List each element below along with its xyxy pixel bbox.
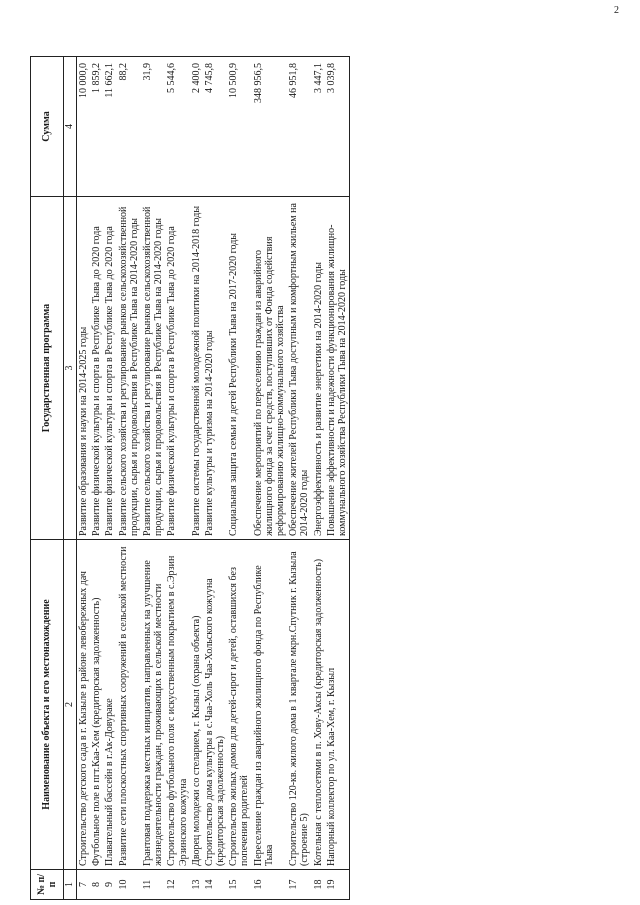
row-object: Строительство детского сада в г. Кызыле в районе левобережных дач [77,540,91,870]
header-program: Государственная программа [31,197,64,540]
row-program: Обеспечение мероприятий по переселению граждан из аварийного жилищного фонда за счет средств, поступивших от Фонда содействия реформированию жилищно-коммунального хозяйства [252,197,288,540]
table-row [325,57,350,900]
row-object: Строительство жилых домов для детей-сирот и детей, оставшихся без попечения родителей [227,540,251,870]
row-amount: 46 951,8 [287,57,311,197]
table-row [117,57,141,900]
row-program: Обеспечение жителей Республики Тыва доступным и комфортным жильем на 2014-2020 годы [287,197,311,540]
row-object: Футбольное поле в пгт.Каа-Хем (кредиторская задолженность) [90,540,103,870]
table-row [90,57,103,900]
column-number: 3 [64,197,77,540]
row-amount: 348 956,5 [252,57,288,197]
row-number: 14 [203,870,227,900]
row-number: 12 [165,870,189,900]
row-object: Напорный коллектор по ул. Каа-Хем, г. Кызыл [325,540,350,870]
row-amount: 10 500,9 [227,57,251,197]
table-row [165,57,189,900]
table-row [77,57,91,900]
row-program: Развитие сельского хозяйства и регулирование рынков сельскохозяйственной продукции, сырья и продовольствия в Республике Тыва на 2014-2020 годы [141,197,165,540]
row-object: Развитие сети плоскостных спортивных сооружений в сельской местности [117,540,141,870]
header-object: Наименование объекта и его местонахождение [31,540,64,870]
row-number: 13 [190,870,203,900]
row-amount: 5 544,6 [165,57,189,197]
table-row [312,57,325,900]
row-number: 19 [325,870,350,900]
page-number: 2 [614,5,619,16]
table-row [103,57,116,900]
row-amount: 31,9 [141,57,165,197]
table-row [141,57,165,900]
row-object: Дворец молодежи со стеларием, г. Кызыл (охрана объекта) [190,540,203,870]
row-amount: 2 400,0 [190,57,203,197]
table-row [190,57,203,900]
row-program: Энергоэффективность и развитие энергетики на 2014-2020 годы [312,197,325,540]
row-program: Развитие физической культуры и спорта в Республике Тыва до 2020 года [90,197,103,540]
row-program: Развитие физической культуры и спорта в Республике Тыва до 2020 года [103,197,116,540]
table-row [203,57,227,900]
row-object: Грантовая поддержка местных инициатив, направленных на улучшение жизнедеятельности граждан, проживающих в сельской местности [141,540,165,870]
row-object: Котельная с теплосетями в п. Хову-Аксы (кредиторская задолженность) [312,540,325,870]
programs-table [30,56,350,900]
row-program: Развитие сельского хозяйства и регулирование рынков сельскохозяйственной продукции, сырья и продовольствия в Республике Тыва на 2014-2020 годы [117,197,141,540]
row-object: Переселение граждан из аварийного жилищного фонда по Республике Тыва [252,540,288,870]
row-number: 8 [90,870,103,900]
row-program: Развитие образования и науки на 2014-2025 годы [77,197,91,540]
row-program: Повышение эффективности и надежности функционирования жилищно-коммунального хозяйства Республики Тыва на 2014-2020 годы [325,197,350,540]
row-amount: 4 745,8 [203,57,227,197]
table-row [287,57,311,900]
row-amount: 3 447,1 [312,57,325,197]
header-num: № п/п [31,870,64,900]
row-program: Развитие физической культуры и спорта в Республике Тыва до 2020 года [165,197,189,540]
row-number: 11 [141,870,165,900]
row-object: Плавательный бассейн в г.Ак-Довураке [103,540,116,870]
header-amount: Сумма [31,57,64,197]
row-amount: 1 859,2 [90,57,103,197]
row-amount: 3 039,8 [325,57,350,197]
row-number: 18 [312,870,325,900]
row-object: Строительство дома культуры в с.Чаа-Холь Чаа-Хольского кожууна (кредиторская задолженность) [203,540,227,870]
table-row [252,57,288,900]
row-number: 7 [77,870,91,900]
column-number: 1 [64,870,77,900]
row-amount: 88,2 [117,57,141,197]
row-number: 16 [252,870,288,900]
row-amount: 10 000,0 [77,57,91,197]
row-number: 10 [117,870,141,900]
table-container [30,57,600,900]
row-number: 17 [287,870,311,900]
column-number: 4 [64,57,77,197]
row-object: Строительство футбольного поля с искусственным покрытием в с.Эрзин Эрзинского кожууна [165,540,189,870]
row-object: Строительство 120-кв. жилого дома в 1 квартале мкрн.Спутник г. Кызыла (строение 5) [287,540,311,870]
row-program: Развитие культуры и туризма на 2014-2020 годы [203,197,227,540]
column-number: 2 [64,540,77,870]
rotated-table-area [30,57,600,900]
row-program: Развитие системы государственной молодежной политики на 2014-2018 годы [190,197,203,540]
row-amount: 11 662,1 [103,57,116,197]
row-program: Социальная защита семьи и детей Республики Тыва на 2017-2020 годы [227,197,251,540]
table-row [227,57,251,900]
row-number: 9 [103,870,116,900]
row-number: 15 [227,870,251,900]
